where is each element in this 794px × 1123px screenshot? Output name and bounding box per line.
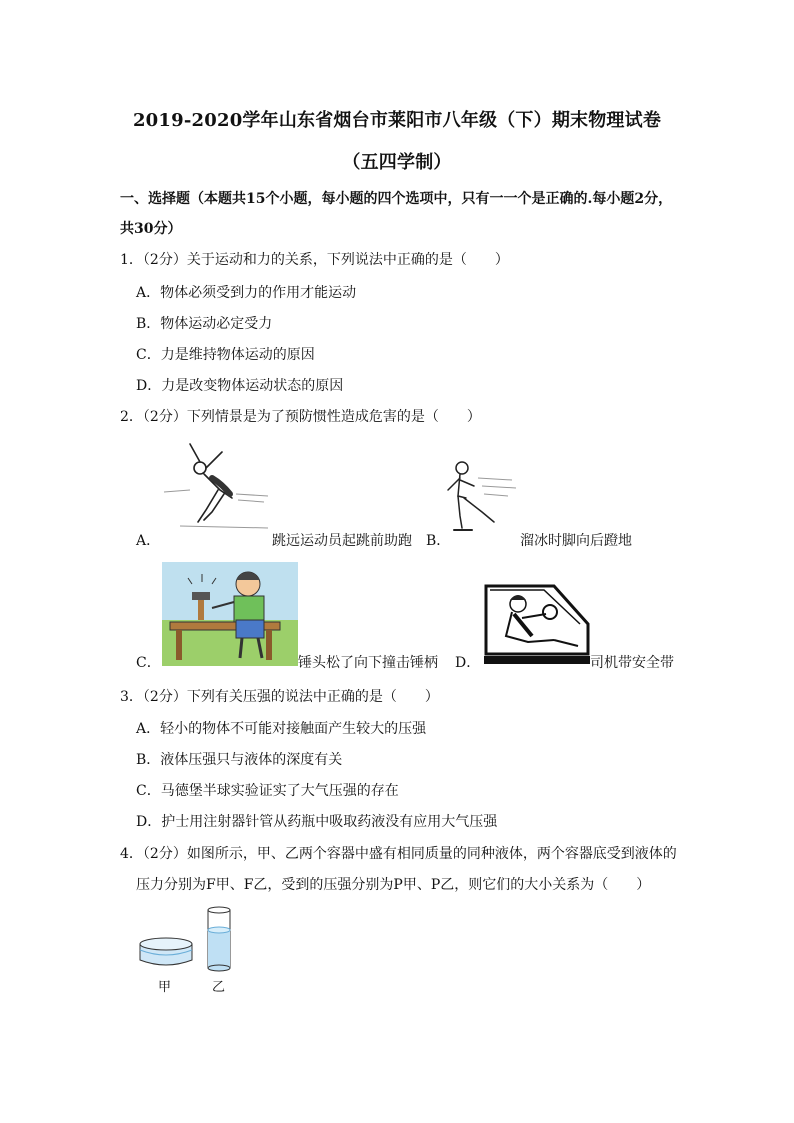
question-4-stem: 4．（2分）如图所示，甲、乙两个容器中盛有相同质量的同种液体，两个容器底受到液体的 bbox=[120, 846, 677, 862]
question-2-option-b-letter: B． bbox=[426, 533, 451, 549]
question-2-option-c-letter: C． bbox=[136, 655, 161, 671]
question-3-option-d: D．护士用注射器针管从药瓶中吸取药液没有应用大气压强 bbox=[136, 814, 498, 830]
section-heading-cont: 共30分） bbox=[120, 221, 182, 237]
question-2-option-b-caption: 溜冰时脚向后蹬地 bbox=[520, 533, 632, 549]
ice-skating-image bbox=[438, 456, 520, 540]
question-1-stem: 1．（2分）关于运动和力的关系，下列说法中正确的是（ ） bbox=[120, 252, 509, 268]
question-3-option-a: A．轻小的物体不可能对接触面产生较大的压强 bbox=[136, 721, 427, 737]
question-2-option-a-caption: 跳远运动员起跳前助跑 bbox=[272, 533, 412, 549]
question-3-stem: 3．（2分）下列有关压强的说法中正确的是（ ） bbox=[120, 689, 439, 705]
question-2-option-d-caption: 司机带安全带 bbox=[590, 655, 674, 671]
long-jump-image bbox=[160, 438, 272, 534]
seatbelt-driver-image bbox=[484, 584, 590, 664]
question-1-option-d: D．力是改变物体运动状态的原因 bbox=[136, 378, 344, 394]
question-2-stem: 2．（2分）下列情景是为了预防惯性造成危害的是（ ） bbox=[120, 409, 481, 425]
tall-container-yi bbox=[208, 907, 230, 971]
page-title: 2019-2020学年山东省烟台市莱阳市八年级（下）期末物理试卷 bbox=[132, 110, 662, 131]
question-2-option-a-letter: A． bbox=[136, 533, 161, 549]
question-3-option-b: B．液体压强只与液体的深度有关 bbox=[136, 752, 343, 768]
section-heading: 一、选择题（本题共15个小题，每小题的四个选项中，只有一一个是正确的.每小题2分， bbox=[120, 191, 673, 207]
page-subtitle: （五四学制） bbox=[342, 152, 452, 173]
question-2-option-d-letter: D． bbox=[455, 655, 481, 671]
question-1-option-b: B．物体运动必定受力 bbox=[136, 316, 273, 332]
question-1-option-a: A．物体必须受到力的作用才能运动 bbox=[136, 285, 357, 301]
question-1-option-c: C．力是维持物体运动的原因 bbox=[136, 347, 315, 363]
containers-figure bbox=[136, 902, 246, 974]
question-2-option-c-caption: 锤头松了向下撞击锤柄 bbox=[298, 655, 438, 671]
question-3-option-c: C．马德堡半球实验证实了大气压强的存在 bbox=[136, 783, 399, 799]
label-yi: 乙 bbox=[212, 980, 226, 995]
hammer-image bbox=[162, 562, 298, 666]
label-jia: 甲 bbox=[158, 980, 172, 995]
question-4-stem-cont: 压力分别为F甲、F乙，受到的压强分别为P甲、P乙，则它们的大小关系为（ ） bbox=[136, 877, 651, 893]
wide-container-jia bbox=[140, 938, 192, 965]
